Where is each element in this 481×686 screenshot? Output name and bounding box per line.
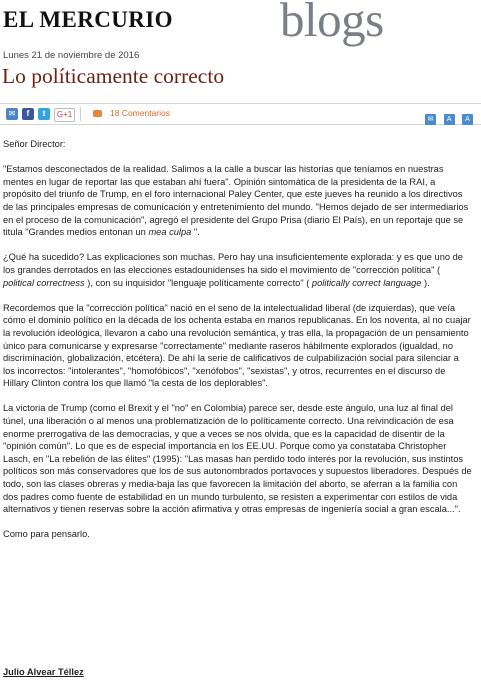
- site-header: [0, 0, 481, 48]
- twitter-icon[interactable]: t: [38, 108, 50, 120]
- font-increase-icon[interactable]: A: [444, 114, 455, 125]
- salutation: Señor Director:: [3, 139, 66, 149]
- email-icon[interactable]: ✉: [6, 108, 18, 120]
- comments-link[interactable]: 18 Comentarios: [110, 108, 171, 118]
- post-title: Lo políticamente correcto: [2, 64, 225, 88]
- post-date: Lunes 21 de noviembre de 2016: [3, 50, 140, 61]
- paragraph-1: "Estamos desconectados de la realidad. Salimos a la calle a buscar las historias que teníamos en nuestras mentes en lugar de reportar las que estaban ahí fuera". Opinión sintomática de la presidenta de la RAI, a propósito del triunfo de Trump, en el foro internacional Paley Center, que este jueves ha reunido a los directivos de las principales empresas de comunicación y entretenimiento del mundo. "Hemos dejado de ser intermediarios en el proceso de la comunicación", agregó el presidente del Grupo Prisa (diario El País), en un reportaje que se titula "Grandes medios entonan un mea culpa ".: [3, 164, 469, 238]
- email-icon[interactable]: ✉: [425, 114, 436, 125]
- facebook-icon[interactable]: f: [22, 108, 34, 120]
- paragraph-2: ¿Qué ha sucedido? Las explicaciones son muchas. Pero hay una insuficientemente explorada: y es que uno de los grandes derrotados en las elecciones estadounidenses ha sido el movimiento de "corrección política" ( political correctness ), con su inquisidor "lenguaje políticamente correcto" ( politically correct language ).: [3, 252, 463, 288]
- latin-phrase: mea culpa: [148, 227, 192, 238]
- author-signature[interactable]: Julio Alvear Téllez: [3, 667, 84, 677]
- blogs-section-title[interactable]: blogs: [280, 0, 384, 47]
- text-tools: [422, 108, 473, 126]
- closing-line: Como para pensarlo.: [3, 529, 90, 540]
- google-plus-icon[interactable]: G+1: [54, 108, 75, 122]
- comment-bubble-icon[interactable]: [93, 110, 102, 117]
- paragraph-4: La victoria de Trump (como el Brexit y el "no" en Colombia) parece ser, desde este ángulo, una luz al final del túnel, una liberación o al menos una problematización de lo políticamente correcto. Una reivindicación de esa enorme prerrogativa de las democracias, y que a veces se nos olvida, que es la capacidad de disentir de la "opinión común". Lo que es de especial importancia en los EE.UU. Porque como ya constataba Christopher Lasch, en "La rebelión de las élites" (1995): "Las masas han perdido todo interés por la revolución, sus instintos políticos son más conservadores que los de sus autonombrados portavoces y supuestos liberadores. Después de todo, son las clases obreras y media-baja las que favorecen la limitación del aborto, se aferran a la familia con dos padres como fuente de estabilidad en un mundo turbulento, se resisten a experimentar con estilos de vida alternativos y tienen reservas sobre la acción afirmativa y otras empresas de ingeniería social a gran escala...".: [3, 403, 472, 515]
- font-decrease-icon[interactable]: A: [462, 114, 473, 125]
- toolbar-divider: [80, 107, 81, 121]
- share-toolbar: [0, 103, 481, 125]
- paragraph-3: Recordemos que la "corrección política" nació en el seno de la intelectualidad liberal (de izquierdas), que veía cómo el dominio político en la década de los ochenta estaba en manos republicanas. En los noventa, al no cuajar la revolución ideológica, llevaron a cabo una revolución semántica, y tras ella, la propagación de un pensamiento único para comunicarse y expresarse "correctamente" mediante raseros hábilmente explorados (igualdad, no discriminación, globalización, etcétera). De ahí la serie de calificativos de culpabilización social para silenciar a los incorrectos: "intolerantes", "homofóbicos", "xenófobos", "sexistas", y otros, recurrentes en el discurso de Hillary Clinton contra los que llamó "la cesta de los deplorables".: [3, 302, 471, 389]
- el-mercurio-logo[interactable]: EL MERCURIO: [3, 7, 173, 32]
- article-body: [3, 138, 473, 554]
